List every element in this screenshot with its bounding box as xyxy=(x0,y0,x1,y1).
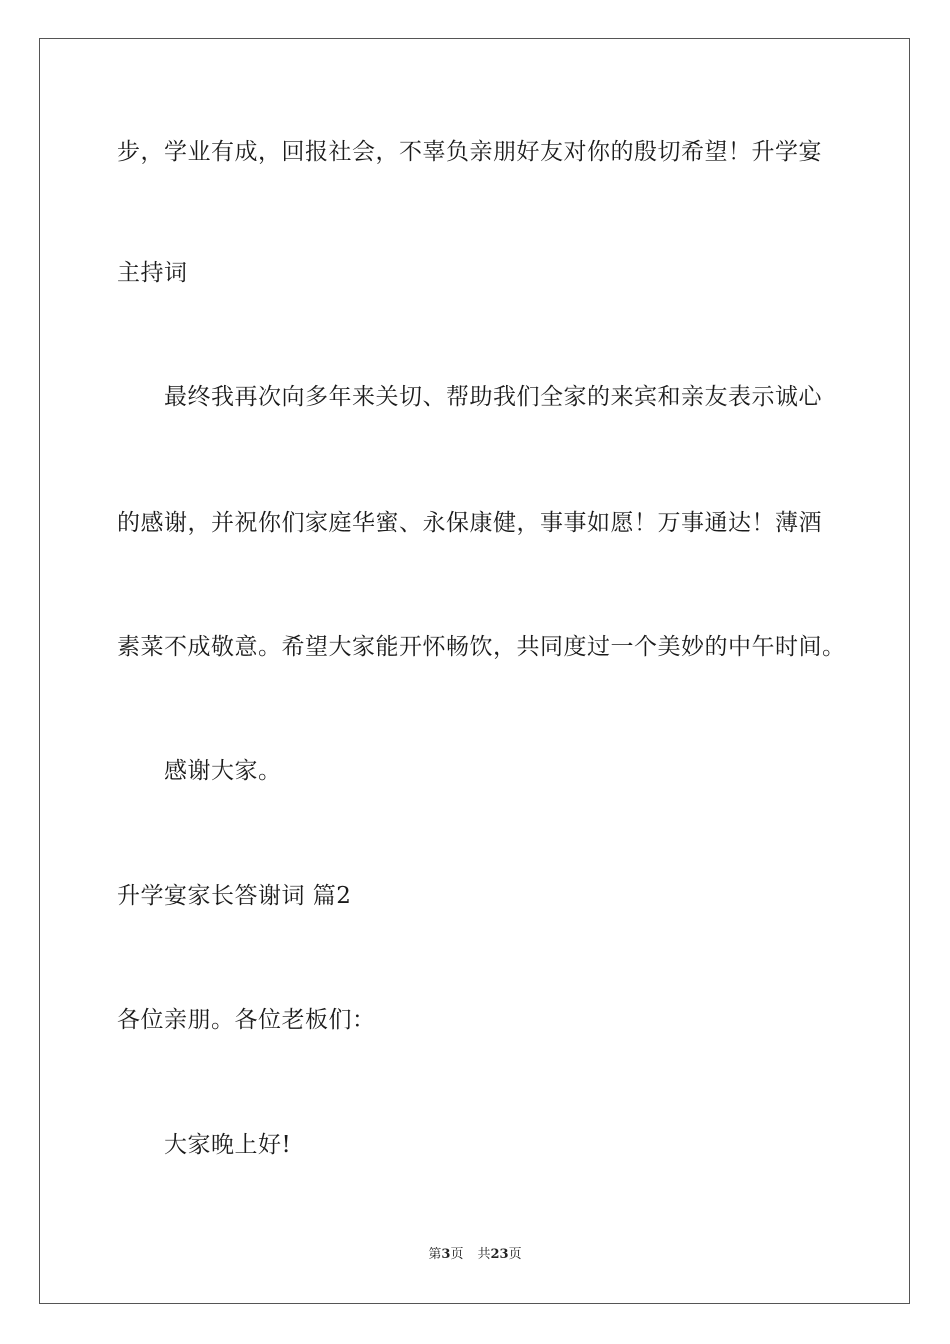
page-number: 3 xyxy=(441,1247,451,1262)
total-suffix: 页 xyxy=(508,1247,522,1262)
body-line-4: 的感谢，并祝你们家庭华蜜、永保康健，事事如愿！万事通达！薄酒 xyxy=(117,510,822,536)
page-prefix: 第 xyxy=(428,1247,442,1262)
total-pages: 23 xyxy=(490,1247,509,1262)
page-suffix: 页 xyxy=(450,1247,464,1262)
page-border xyxy=(39,38,910,1304)
page-footer xyxy=(0,1246,950,1264)
section-heading: 升学宴家长答谢词 篇2 xyxy=(117,883,352,909)
body-line-6: 感谢大家。 xyxy=(164,758,282,784)
total-prefix: 共 xyxy=(477,1247,491,1262)
body-line-2: 主持词 xyxy=(117,260,188,286)
body-line-1: 步，学业有成，回报社会，不辜负亲朋好友对你的殷切希望！升学宴 xyxy=(117,139,822,165)
body-line-5: 素菜不成敬意。希望大家能开怀畅饮，共同度过一个美妙的中午时间。 xyxy=(117,634,846,660)
body-line-3: 最终我再次向多年来关切、帮助我们全家的来宾和亲友表示诚心 xyxy=(164,384,822,410)
salutation-line: 各位亲朋。各位老板们： xyxy=(117,1007,376,1033)
greeting-line: 大家晚上好! xyxy=(164,1132,292,1158)
